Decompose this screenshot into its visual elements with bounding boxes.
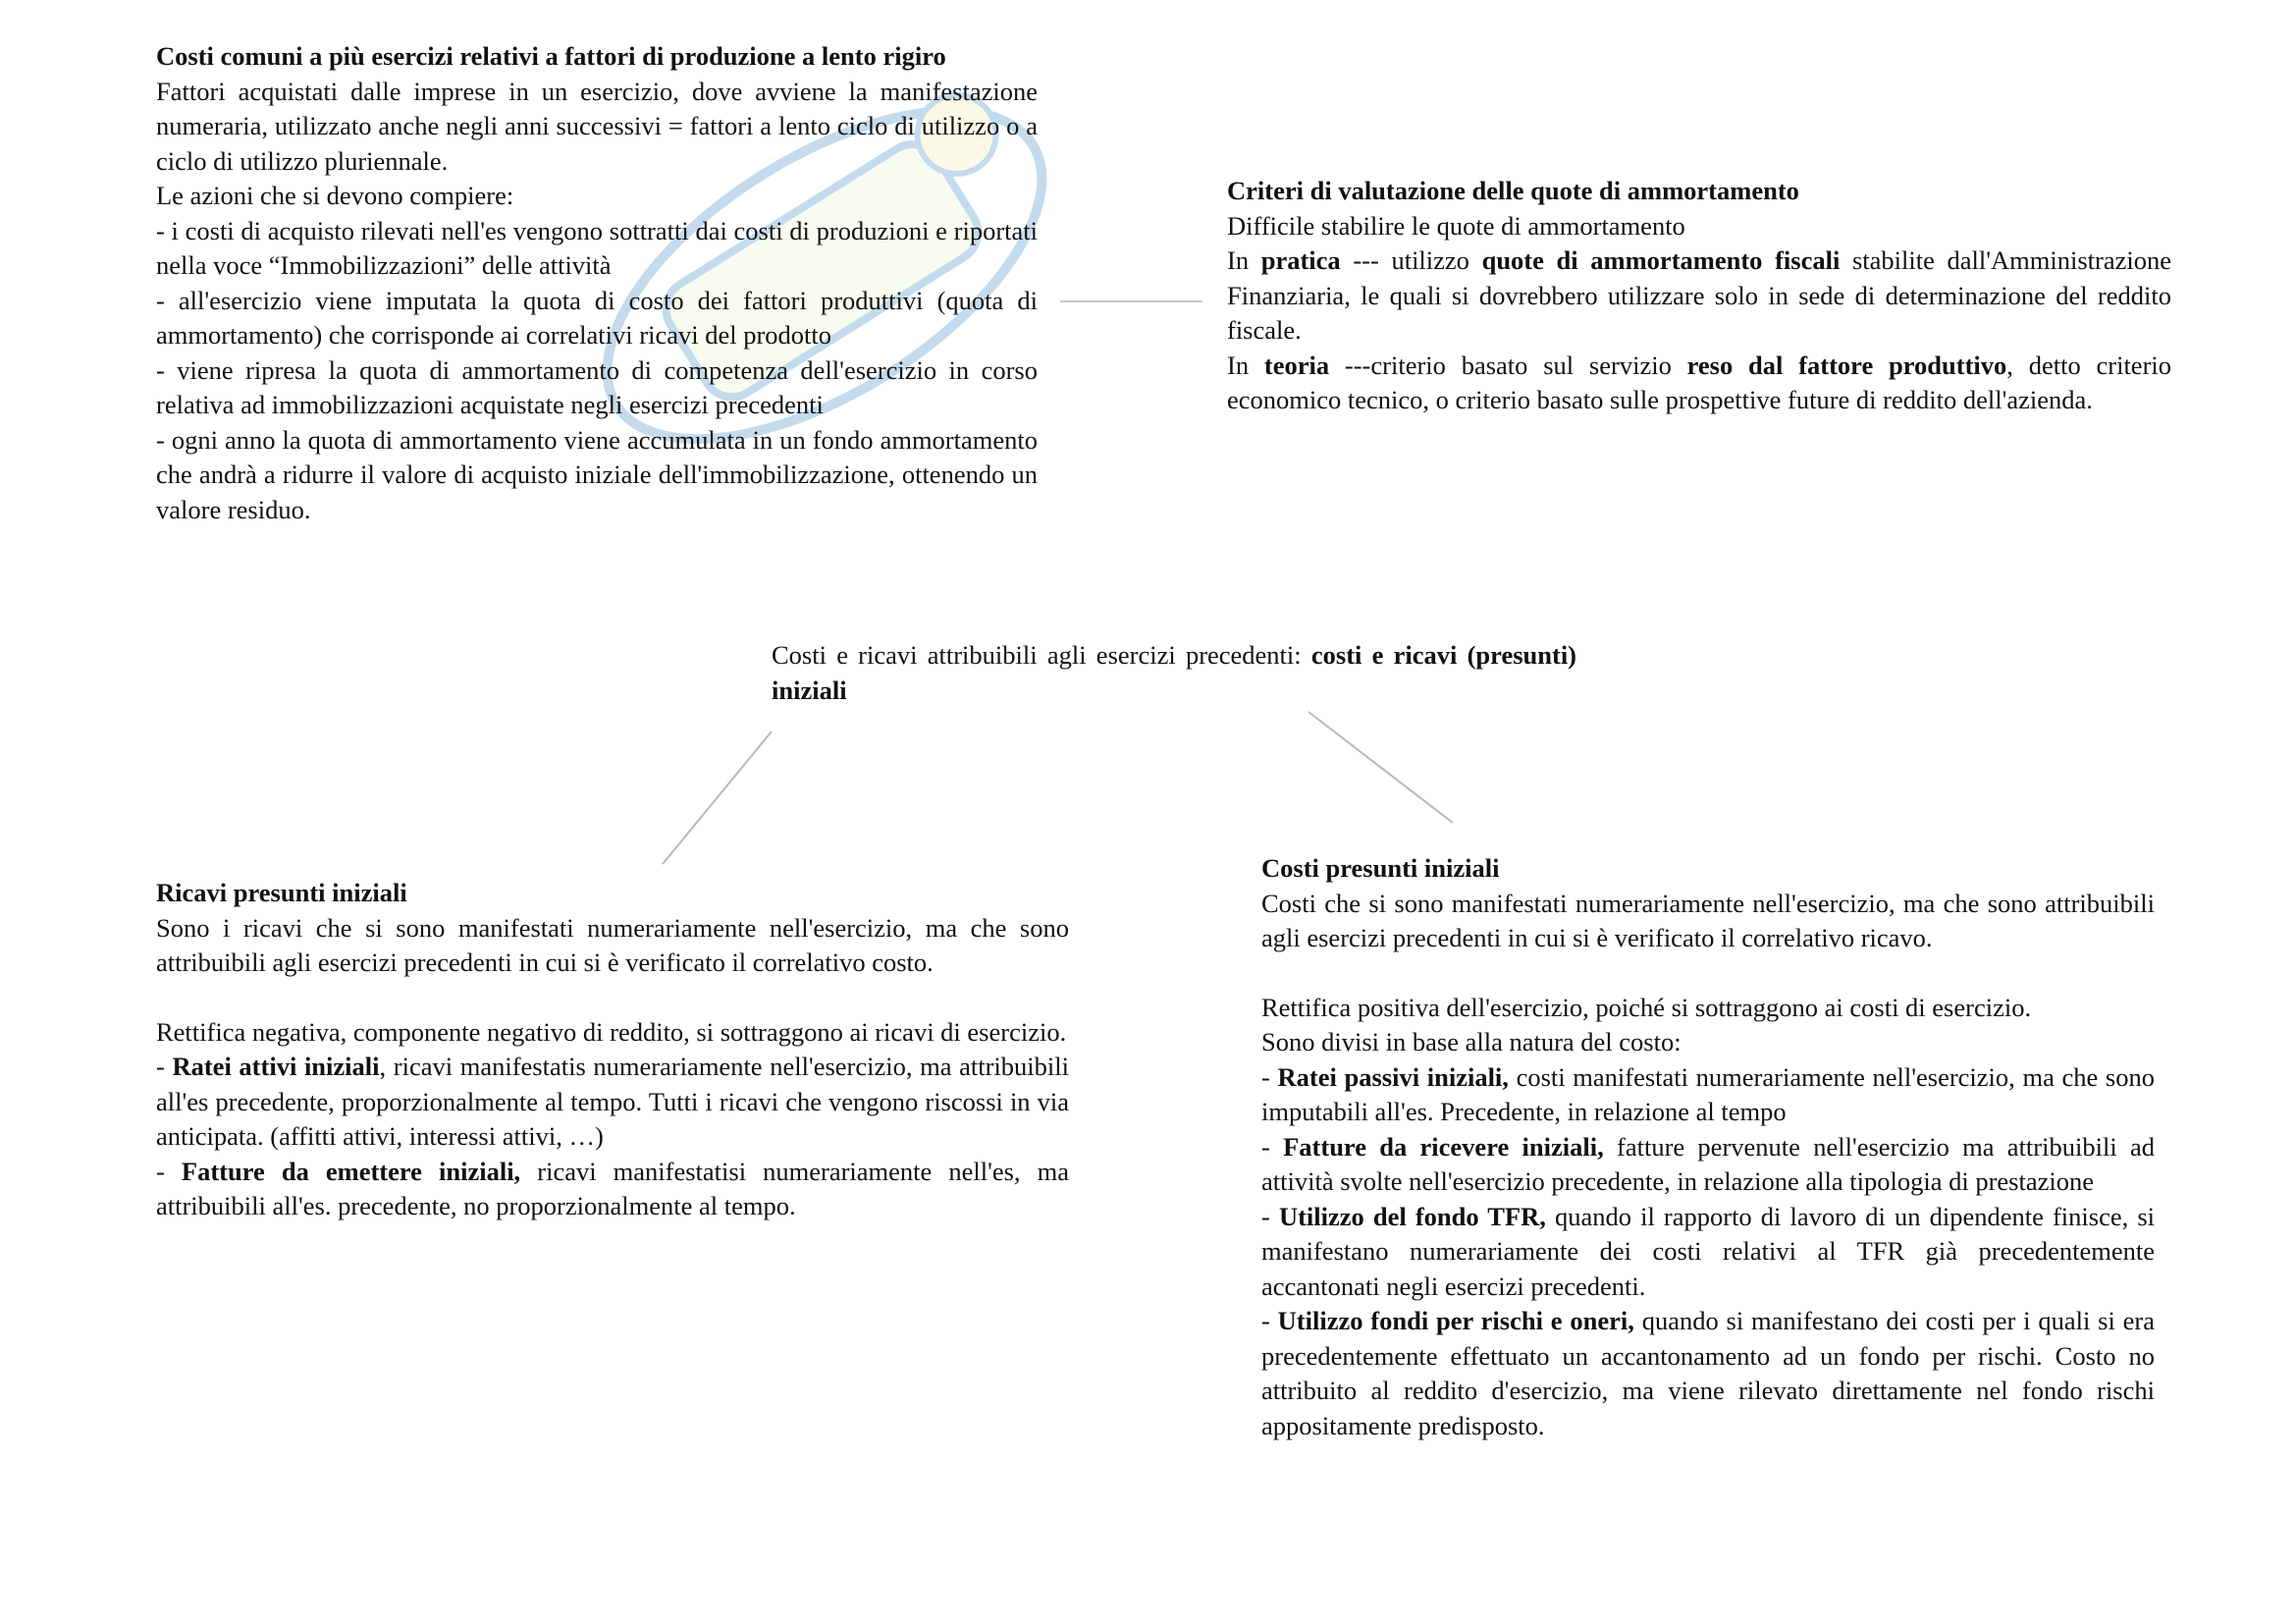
connector-bottom-right [1308,712,1453,823]
definition-paragraph: Sono i ricavi che si sono manifestati numerariamente nell'esercizio, ma che sono attribuibili agli esercizi precedenti in cui si è verificato il correlativo costo. [156,912,1069,977]
list-item: - Ratei attivi iniziali, ricavi manifestatis numerariamente nell'esercizio, ma attribuibili all'es precedente, proporzionalmente al tempo. Tutti i ricavi che vengono riscossi in via anticipata. (affitti attivi, interessi attivi, …) [156,1052,1070,1151]
list-item: - Utilizzo del fondo TFR, quando il rapporto di lavoro di un dipendente finisce, si manifestano numerariamente dei costi relativi al TFR già precedentemente accantonati negli esercizi precedenti. [1261,1201,2156,1301]
connector-bottom-left [663,731,772,864]
definition-paragraph: Costi che si sono manifestati numerariamente nell'esercizio, ma che sono attribuibili agli esercizi precedenti in cui si è verificato il correlativo ricavo. [1261,888,2155,952]
block-costi-presunti [1261,851,2155,1443]
list-item: - viene ripresa la quota di ammortamento di competenza dell'esercizio in corso relativa ad immobilizzazioni acquistate negli esercizi precedenti [156,354,1038,419]
rettifica-paragraph: Rettifica negativa, componente negativo di reddito, si sottraggono ai ricavi di esercizio. [156,1016,1067,1047]
list-item: - Ratei passivi iniziali, costi manifestati numerariamente nell'esercizio, ma che sono imputabili all'es. Precedente, in relazione al tempo [1261,1061,2155,1126]
block-title: Costi comuni a più esercizi relativi a fattori di produzione a lento rigiro [156,41,946,71]
list-item: - Fatture da emettere iniziali, ricavi manifestatisi numerariamente nell'es, ma attribuibili all'es. precedente, no proporzionalmente al tempo. [156,1156,1069,1220]
rettifica-paragraph: Rettifica positiva dell'esercizio, poiché si sottraggono ai costi di esercizio. [1261,992,2032,1022]
list-item: - Fatture da ricevere iniziali, fatture pervenute nell'esercizio ma attribuibili ad attività svolte nell'esercizio precedente, in relazione alla tipologia di prestazione [1261,1131,2155,1196]
intro-paragraph: Fattori acquistati dalle imprese in un esercizio, dove avviene la manifestazione numeraria, utilizzato anche negli anni successivi = fattori a lento ciclo di utilizzo o a ciclo di utilizzo pluriennale. [156,76,1038,176]
block-ricavi-presunti [156,876,1069,1224]
block-title: Criteri di valutazione delle quote di ammortamento [1227,176,1799,205]
central-node [772,638,1576,708]
list-item: - ogni anno la quota di ammortamento viene accumulata in un fondo ammortamento che andrà a ridurre il valore di acquisto iniziale dell'immobilizzazione, ottenendo un valore residuo. [156,424,1038,524]
block-title: Ricavi presunti iniziali [156,878,407,907]
paragraph: Difficile stabilire le quote di ammortamento [1227,210,1685,241]
block-costi-comuni [156,39,1038,527]
actions-label: Le azioni che si devono compiere: [156,181,514,210]
block-criteri-valutazione [1227,174,2171,418]
divisi-label: Sono divisi in base alla natura del costo: [1261,1027,1682,1056]
central-node-text: Costi e ricavi attribuibili agli esercizi precedenti: costi e ricavi (presunti) iniziali [772,640,1577,705]
pratica-paragraph: In pratica --- utilizzo quote di ammortamento fiscali stabilite dall'Amministrazione Finanziaria, le quali si dovrebbero utilizzare solo in sede di determinazione del reddito fiscale. [1227,245,2172,345]
block-title: Costi presunti iniziali [1261,853,1500,883]
list-item: - all'esercizio viene imputata la quota di costo dei fattori produttivi (quota di ammortamento) che corrisponde ai correlativi ricavi del prodotto [156,285,1038,350]
list-item: - i costi di acquisto rilevati nell'es vengono sottratti dai costi di produzioni e riportati nella voce “Immobilizzazioni” delle attività [156,215,1038,280]
list-item: - Utilizzo fondi per rischi e oneri, quando si manifestano dei costi per i quali si era precedentemente effettuato un accantonamento ad un fondo per rischi. Costo no attribuito al reddito d'esercizio, ma viene rilevato direttamente nel fondo rischi appositamente predisposto. [1261,1306,2155,1440]
teoria-paragraph: In teoria ---criterio basato sul servizio reso dal fattore produttivo, detto criterio economico tecnico, o criterio basato sulle prospettive future di reddito dell'azienda. [1227,350,2172,414]
